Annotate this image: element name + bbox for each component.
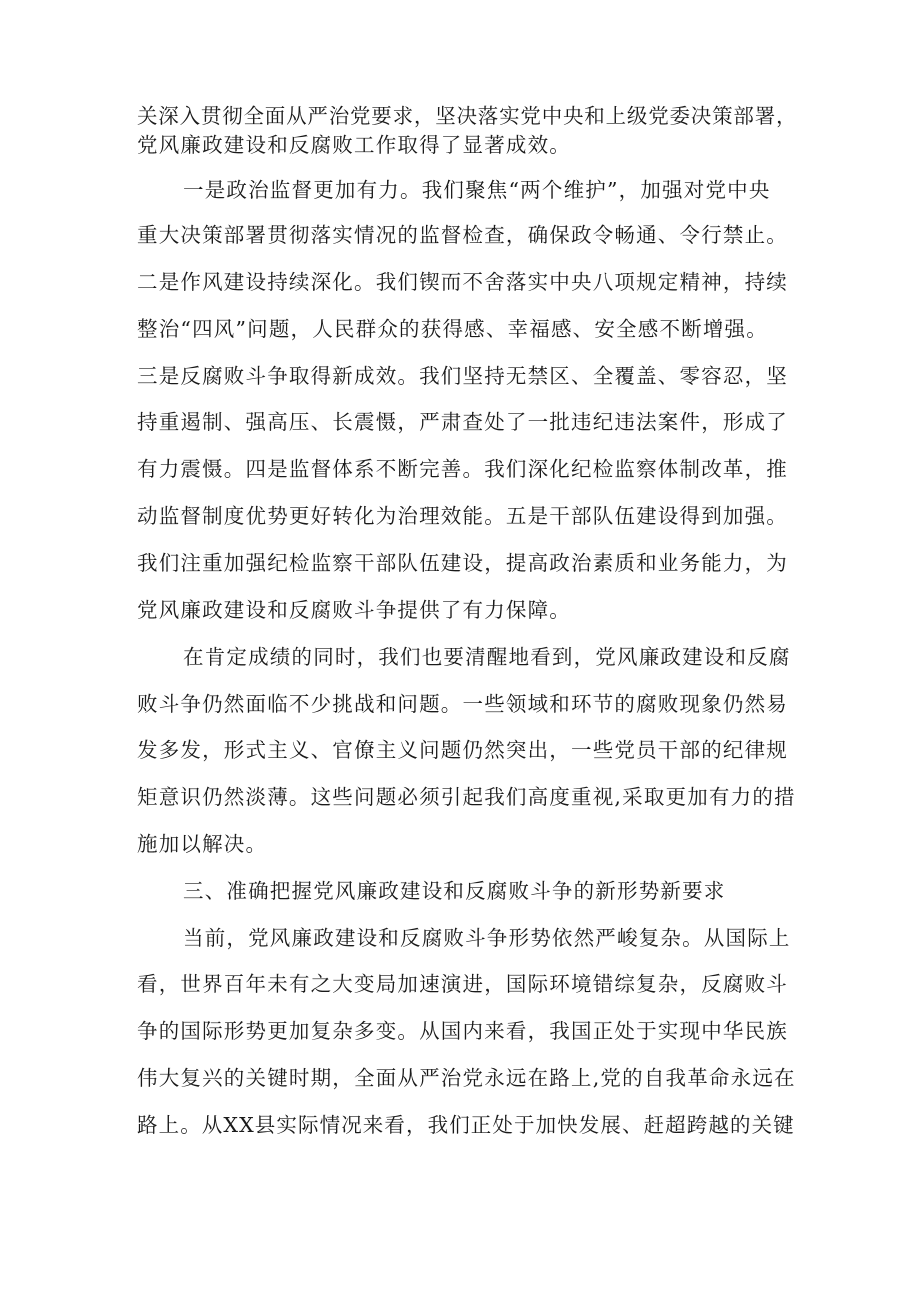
text-line: 伟大复兴的关键时期，全面从严治党永远在路上,党的自我革命永远在 (137, 1066, 796, 1090)
paragraph-start-line: 一是政治监督更加有力。我们聚焦“两个维护”，加强对党中央 (183, 178, 771, 202)
text-line: 党风廉政建设和反腐败斗争提供了有力保障。 (137, 598, 571, 622)
text-line: 施加以解决。 (137, 832, 268, 856)
text-line: 路上。从XX县实际情况来看，我们正处于加快发展、赶超跨越的关键 (137, 1113, 795, 1137)
text-line: 党风廉政建设和反腐败工作取得了显著成效。 (137, 133, 571, 157)
text-line: 我们注重加强纪检监察干部队伍建设，提高政治素质和业务能力，为 (137, 551, 788, 575)
text-line: 动监督制度优势更好转化为治理效能。五是干部队伍建设得到加强。 (137, 504, 788, 528)
text-line: 关深入贯彻全面从严治党要求，坚决落实党中央和上级党委决策部署， (137, 104, 798, 128)
text-line: 矩意识仍然淡薄。这些问题必须引起我们高度重视,采取更加有力的措 (137, 785, 796, 809)
text-line: 发多发，形式主义、官僚主义问题仍然突出，一些党员干部的纪律规 (137, 738, 788, 762)
paragraph-start-line: 当前，党风廉政建设和反腐败斗争形势依然严峻复杂。从国际上 (183, 926, 791, 950)
text-line: 整治“四风”问题，人民群众的获得感、幸福感、安全感不断增强。 (137, 317, 768, 341)
text-line: 持重遏制、强高压、长震慑，严肃查处了一批违纪违法案件，形成了 (137, 410, 788, 434)
text-line: 看，世界百年未有之大变局加速演进，国际环境错综复杂，反腐败斗 (137, 972, 788, 996)
text-line: 争的国际形势更加复杂多变。从国内来看，我国正处于实现中华民族 (137, 1019, 788, 1043)
text-line: 二是作风建设持续深化。我们锲而不舍落实中央八项规定精神，持续 (137, 270, 788, 294)
section-heading: 三、准确把握党风廉政建设和反腐败斗争的新形势新要求 (183, 879, 726, 903)
text-line: 三是反腐败斗争取得新成效。我们坚持无禁区、全覆盖、零容忍，坚 (137, 364, 788, 388)
paragraph-start-line: 在肯定成绩的同时，我们也要清醒地看到，党风廉政建设和反腐 (183, 645, 791, 669)
text-line: 重大决策部署贯彻落实情况的监督检查，确保政令畅通、令行禁止。 (137, 223, 788, 247)
text-line: 败斗争仍然面临不少挑战和问题。一些领域和环节的腐败现象仍然易 (137, 692, 788, 716)
text-line: 有力震慑。四是监督体系不断完善。我们深化纪检监察体制改革，推 (137, 457, 788, 481)
